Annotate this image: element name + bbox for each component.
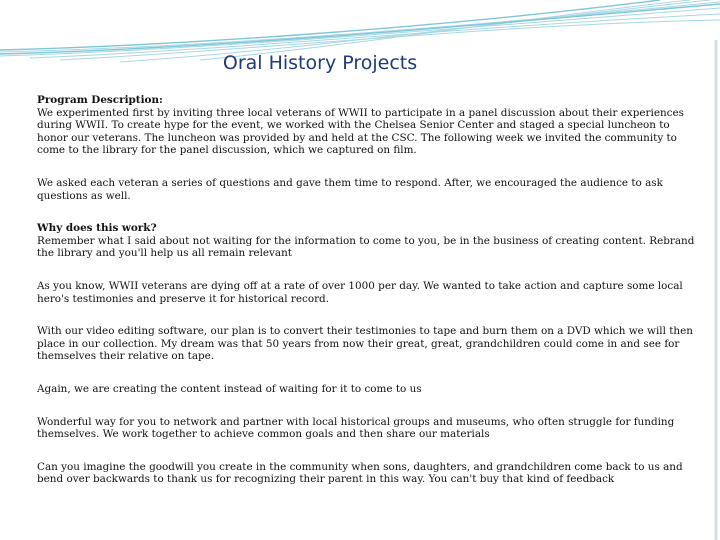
video-editing-paragraph: With our video editing software, our plan is to convert their testimonies to tape and burn them on a DVD which we will then place in our collection. My dream was that 50 years from now their great, great, grandchildren could come in and see for themselves their relative on tape. bbox=[37, 325, 693, 363]
creating-content-paragraph: Again, we are creating the content instead of waiting for it to come to us bbox=[37, 382, 422, 395]
questions-paragraph: We asked each veteran a series of questions and gave them time to respond. After, we encouraged the audience to ask questions as well. bbox=[37, 176, 663, 202]
why-text: Remember what I said about not waiting for the information to come to you, be in the business of creating content. Rebrand the library and you'll help us all remain relevant bbox=[37, 234, 695, 260]
slide-body bbox=[37, 94, 697, 506]
why-paragraph bbox=[37, 222, 697, 260]
slide-title: Oral History Projects bbox=[222, 52, 418, 74]
program-description-paragraph bbox=[37, 94, 697, 157]
network-paragraph: Wonderful way for you to network and partner with local historical groups and museums, who often struggle for funding themselves. We work together to achieve common goals and then share our materials bbox=[37, 415, 675, 441]
goodwill-paragraph: Can you imagine the goodwill you create in the community when sons, daughters, and grandchildren come back to us and bend over backwards to thank us for recognizing their parent in this way. You can't buy that kind of feedback bbox=[37, 460, 683, 486]
program-description-text: We experimented first by inviting three local veterans of WWII to participate in a panel discussion about their experiences during WWII. To create hype for the event, we worked with the Chelsea Senior Center and staged a special luncheon to honor our veterans. The luncheon was provided by and held at the CSC. The following week we invited the community to come to the library for the panel discussion, which we captured on film. bbox=[37, 106, 684, 157]
program-description-heading: Program Description: bbox=[37, 94, 163, 106]
why-heading: Why does this work? bbox=[37, 222, 157, 235]
veterans-dying-paragraph: As you know, WWII veterans are dying off at a rate of over 1000 per day. We wanted to take action and capture some local hero's testimonies and preserve it for historical record. bbox=[37, 279, 683, 305]
